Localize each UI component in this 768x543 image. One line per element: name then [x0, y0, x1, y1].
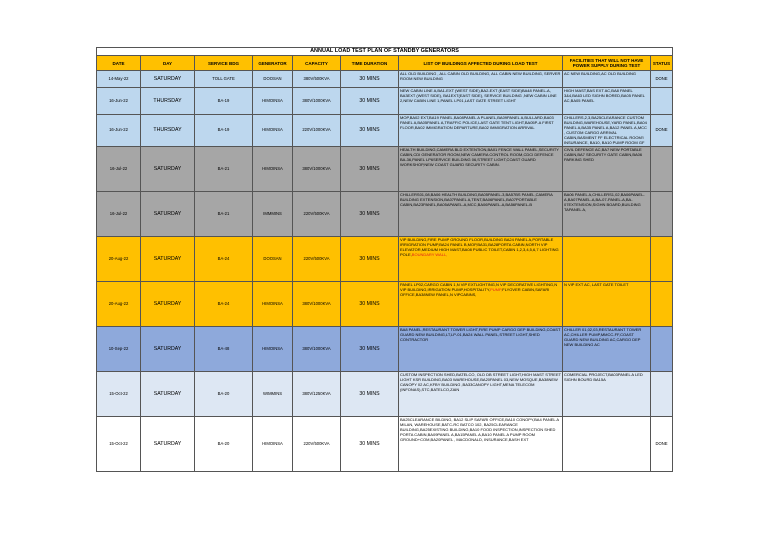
date-cell: 16-Jun-22	[97, 115, 141, 147]
table-row	[97, 281, 673, 326]
status-cell: DONE	[651, 115, 673, 147]
date-cell: 15-Oct-22	[97, 371, 141, 416]
buildings-affected-cell	[399, 191, 563, 236]
generator-cell: IMMMINS	[253, 191, 293, 236]
service-bdg-cell: BA-20	[195, 371, 253, 416]
day-cell: SATURDAY	[141, 71, 195, 88]
table-body	[97, 71, 673, 472]
table-row	[97, 88, 673, 115]
sheet-title: ANNUAL LOAD TEST PLAN OF STANDBY GENERATORS	[97, 48, 673, 56]
facilities-cell: HIGH MAST,BAS EXT AC,BA8 PANEL 3&4,BA63 LED SIGHN BORED,BA05 PANEL AC,BA05 PANEL	[563, 88, 651, 115]
status-cell	[651, 371, 673, 416]
date-cell: 16-Jul-22	[97, 191, 141, 236]
table-row	[97, 71, 673, 88]
buildings-text: VIP BUILDING,FIRE PUMP GROUND FLOOR,BUILDING BA24 PANEL A,PORTABLE IRRIGRATION PUMP,BA24 PANEL B,MOP,BA31,BA28PORTA CABIN,NORTH VIP ELEVATOR,MEDIUM HIGH MAST,BA08 PUBLIC TOILET,CABIN 1,2,3,4,5,6,7 LIGHTING POLE,	[400, 236, 559, 257]
buildings-affected-cell	[399, 281, 563, 326]
capacity-cell: 380V/1000KVA	[293, 146, 341, 191]
time-duration-cell: 30 MINS	[341, 371, 399, 416]
capacity-cell: 380V/1000KVA	[293, 88, 341, 115]
status-cell	[651, 236, 673, 281]
buildings-affected-cell	[399, 88, 563, 115]
header-service-bdg: SERVICE BDG	[195, 56, 253, 71]
generator-cell: HIMOINSA	[253, 281, 293, 326]
time-duration-cell: 30 MINS	[341, 88, 399, 115]
time-duration-cell: 30 MINS	[341, 281, 399, 326]
facilities-cell: COMERCIAL PROJECT,BA03PANEL A LED SIGHN BOURD BA15A	[563, 371, 651, 416]
time-duration-cell: 30 MINS	[341, 191, 399, 236]
table-row	[97, 236, 673, 281]
buildings-text: PANEL LP02,CARGO CABIN 1,N VIP EXTLIGHTING,N VIP DECORATIVE LIGHTING,N VIP BUILDING,IRRIGATION PUMP,HOSPITALITY,	[400, 281, 558, 292]
capacity-cell: 220V/500KVA	[293, 236, 341, 281]
capacity-cell: 220V/500KVA	[293, 416, 341, 471]
date-cell: 20-Aug-22	[97, 236, 141, 281]
day-cell: SATURDAY	[141, 326, 195, 371]
table-row	[97, 326, 673, 371]
service-bdg-cell: BA-21	[195, 146, 253, 191]
buildings-text: CHILLERS01,08,BA06 HEALTH BUILDING,BA05PANEL-3,BA57BS PANEL,CAMERA BUILDING EXTENSION,BA07PANEL A,TENT,BA06PANEL,BA07PORTABLE CABIN,BA23PANEL,BA05APANEL-A,MCC,BA06PANEL-A,BA56PANEL-B	[400, 191, 553, 207]
generator-cell: HIMOINSA	[253, 88, 293, 115]
generator-cell: DOOSAN	[253, 236, 293, 281]
header-capacity: CAPACITY	[293, 56, 341, 71]
status-cell: DONE	[651, 71, 673, 88]
day-cell: SATURDAY	[141, 191, 195, 236]
buildings-affected-cell	[399, 71, 563, 88]
header-buildings-affected: LIST OF BUILDINGS AFFECTED DURING LOAD TEST	[399, 56, 563, 71]
day-cell: THURSDAY	[141, 115, 195, 147]
header-date: DATE	[97, 56, 141, 71]
capacity-cell: 220V/500KVA	[293, 191, 341, 236]
highlighted-building-text: PUMP,	[490, 286, 503, 292]
buildings-affected-cell	[399, 371, 563, 416]
buildings-text: NEW CABIN LINE A,BA1-EXT (WEST SIDE),BA2-EXT (EAST SIDE)BA48 PANEL-A, BA3EXT (WEST SIDE), BA1EXT(EAST SIDE), SERVICE BUILDING ,NEW CABIN LINE 2,NEW CABIN LINE 1,PANEL LP01,LAST GATE STREET LIGHT	[400, 88, 557, 104]
generator-cell: DOOSAN	[253, 71, 293, 88]
facilities-cell: AC NEW BUILDING,AC OLD BUILDING	[563, 71, 651, 88]
service-bdg-cell: BA-24	[195, 281, 253, 326]
capacity-cell: 380V/1000KVA	[293, 326, 341, 371]
header-status: STATUS	[651, 56, 673, 71]
status-cell	[651, 146, 673, 191]
buildings-affected-cell	[399, 416, 563, 471]
time-duration-cell: 30 MINS	[341, 236, 399, 281]
header-time-duration: TIME DURATION	[341, 56, 399, 71]
day-cell: THURSDAY	[141, 88, 195, 115]
buildings-affected-cell	[399, 115, 563, 147]
day-cell: SATURDAY	[141, 371, 195, 416]
status-cell	[651, 281, 673, 326]
buildings-affected-cell	[399, 326, 563, 371]
service-bdg-cell: BA-20	[195, 416, 253, 471]
date-cell: 16-Jul-22	[97, 146, 141, 191]
header-facilities-no-power: FACILITIES THAT WILL NOT HAVE POWER SUPPLY DURING TEST	[563, 56, 651, 71]
time-duration-cell: 30 MINS	[341, 115, 399, 147]
facilities-cell: BA06 PANEL A,CHILLERS1,02,BA06PANEL-A,BA07PANEL-A,BA-07-PANEL-A,BA-07EXTENSION,SIGHN BOARD,BUILDING TAPANEL A,	[563, 191, 651, 236]
generator-cell: WIMMINS	[253, 371, 293, 416]
table-row	[97, 115, 673, 147]
facilities-cell	[563, 236, 651, 281]
service-bdg-cell: TOLL GATE	[195, 71, 253, 88]
day-cell: SATURDAY	[141, 146, 195, 191]
day-cell: SATURDAY	[141, 281, 195, 326]
table-row	[97, 416, 673, 471]
facilities-cell: CHILLER 01,02,03,RESTAURANT TOWER AC,CHILLER PUMP,MMCC-FF,COAST GUARD NEW BUILDING AC,CARGO DEP NEW BUILDING AC	[563, 326, 651, 371]
time-duration-cell: 30 MINS	[341, 71, 399, 88]
service-bdg-cell: BA-19	[195, 88, 253, 115]
buildings-text: BA25CLEARANCE BILDING, BA12 SLIP SAFARI OFFICE,BA10 CONOPY,BA4 PANEL A MILAN, WAREHOUSE,BATC-RC BATCO 102, BA25CLEARANCE BUILDING,BA25EXISTING BUILDING,BA10 FOOD INSPECTION,INSPECTION SHED PORTA CABIN,BA09PANEL A,BA15PANEL A,BA10 PANEL A PUMP ROOM GROUND+COM,BA20PANEL , MACDONALD, INSURANCE,BASH EXT	[400, 416, 559, 442]
load-test-table	[96, 47, 673, 472]
table-row	[97, 371, 673, 416]
date-cell: 15-Oct-22	[97, 416, 141, 471]
facilities-cell	[563, 416, 651, 471]
generator-cell: HIMOINSA	[253, 146, 293, 191]
buildings-text: ALL OLD BUILDING , ALL CABIN OLD BUILDING, ALL CABIN NEW BUILDING, SERVER ROOM NEW BUILDING	[400, 71, 561, 82]
buildings-text: CUSTOM INSPECTION SHED,BATELCO, OLD DB STREET LIGHT,HIGH MAST STREET LIGHT KSR BUILDING,BA03 WAREHOUSE,BA20PANEL 03,NEW MOSQUE,BA38NEW CANOPY 02 AC,KFBY BUILDING ,BA33CANOPY LIGHT,MENA TELECOM (INFONAS),STC,BATELCO,ZAIN	[400, 371, 561, 392]
time-duration-cell: 30 MINS	[341, 416, 399, 471]
buildings-affected-cell	[399, 236, 563, 281]
facilities-cell: CHILLERS,2,3,BA25CLEARANCE CUSTOM BUILDING,WAREHOUSE,YARD PANEL,BA04 PANEL A,BA35 PANEL A,BA12 PANEL A,MCC , CUSTOM CARGO ARRIVAL CABIN,BASMENT FF ELECTRICAL ROOM'I INSURANCE, BA10, BA10 PUMP ROOM GF	[563, 115, 651, 147]
day-cell: SATURDAY	[141, 236, 195, 281]
highlighted-building-text: BOUNDARY WALL,	[411, 251, 448, 257]
table-row	[97, 191, 673, 236]
date-cell: 10-Sep-22	[97, 326, 141, 371]
buildings-text: HEALTH BUILDING,CAMERA BLD EXTENTION,BA01 FENCE WALL PANEL,SECURITY CABIN,CDI GENERATOR ROOM,NEW CAMERA CONTROL ROOM,CDCI DEFENCE BA-36,PANEL LP6SERVICE BUILDING 06,STREET LIGHT,COAST GUARD WORKSHOP,NEW COAST GUARD SECURITY CABIN.	[400, 146, 559, 167]
table-row	[97, 146, 673, 191]
generator-cell: HIMOINSA	[253, 115, 293, 147]
capacity-cell: 380V/1250KVA	[293, 371, 341, 416]
header-day: DAY	[141, 56, 195, 71]
date-cell: 14-May-22	[97, 71, 141, 88]
date-cell: 16-Jun-22	[97, 88, 141, 115]
buildings-text: BA8 PANEL,RESTAURANT TOWER LIGHT,FIRE PUMP CARGO DEP BUILDING,COAST GUARD NEW BUILDING,LT,LP-01,BA24 WALL PANEL,STREET LIGHT,SHED CONTRACTOR	[400, 326, 561, 342]
buildings-text: MOP,BA02 EXT,BA19 PANEL,BA08PANEL A PLANEL,BA09PANEL A,BULLARD,BA03 PANEL A,BA05PANEL A,TRAFFIC POLICE,LAST GATE TENT LIGHT,BA05P-A FIRST FLOOR,BA02 IMMIGRATION DEPARTURE,BA02 IMMIGRATION ARRIVAL	[400, 115, 554, 131]
status-cell	[651, 191, 673, 236]
capacity-cell: 380V/500KVA	[293, 71, 341, 88]
capacity-cell: 220V/1000KVA	[293, 115, 341, 147]
day-cell: SATURDAY	[141, 416, 195, 471]
generator-cell: HIMOINSA	[253, 326, 293, 371]
status-cell	[651, 326, 673, 371]
header-row	[97, 56, 673, 71]
status-cell	[651, 88, 673, 115]
buildings-affected-cell	[399, 146, 563, 191]
facilities-cell: N VIP EXT AC, LAST GATE TOILET	[563, 281, 651, 326]
status-cell: DONE	[651, 416, 673, 471]
time-duration-cell: 30 MINS	[341, 146, 399, 191]
header-generator: GENERATOR	[253, 56, 293, 71]
service-bdg-cell: BA-24	[195, 236, 253, 281]
service-bdg-cell: BA-48	[195, 326, 253, 371]
service-bdg-cell: BA-21	[195, 191, 253, 236]
load-test-plan-sheet	[96, 47, 672, 472]
service-bdg-cell: BA-19	[195, 115, 253, 147]
date-cell: 20-Aug-22	[97, 281, 141, 326]
buildings-text-tail: FLYOVER CABIN,SAFARI OFFICE,BA38NEW PANEL,N VIPCABINS,	[400, 286, 550, 297]
generator-cell: HIMOINSA	[253, 416, 293, 471]
capacity-cell: 380V/1000KVA	[293, 281, 341, 326]
facilities-cell: CIVIL DEFENCE AC,BA7 NEW PORTABLE CABIN,BA7 SECURITY GATE CABIN,BA06 PARKING SHED	[563, 146, 651, 191]
time-duration-cell: 30 MINS	[341, 326, 399, 371]
